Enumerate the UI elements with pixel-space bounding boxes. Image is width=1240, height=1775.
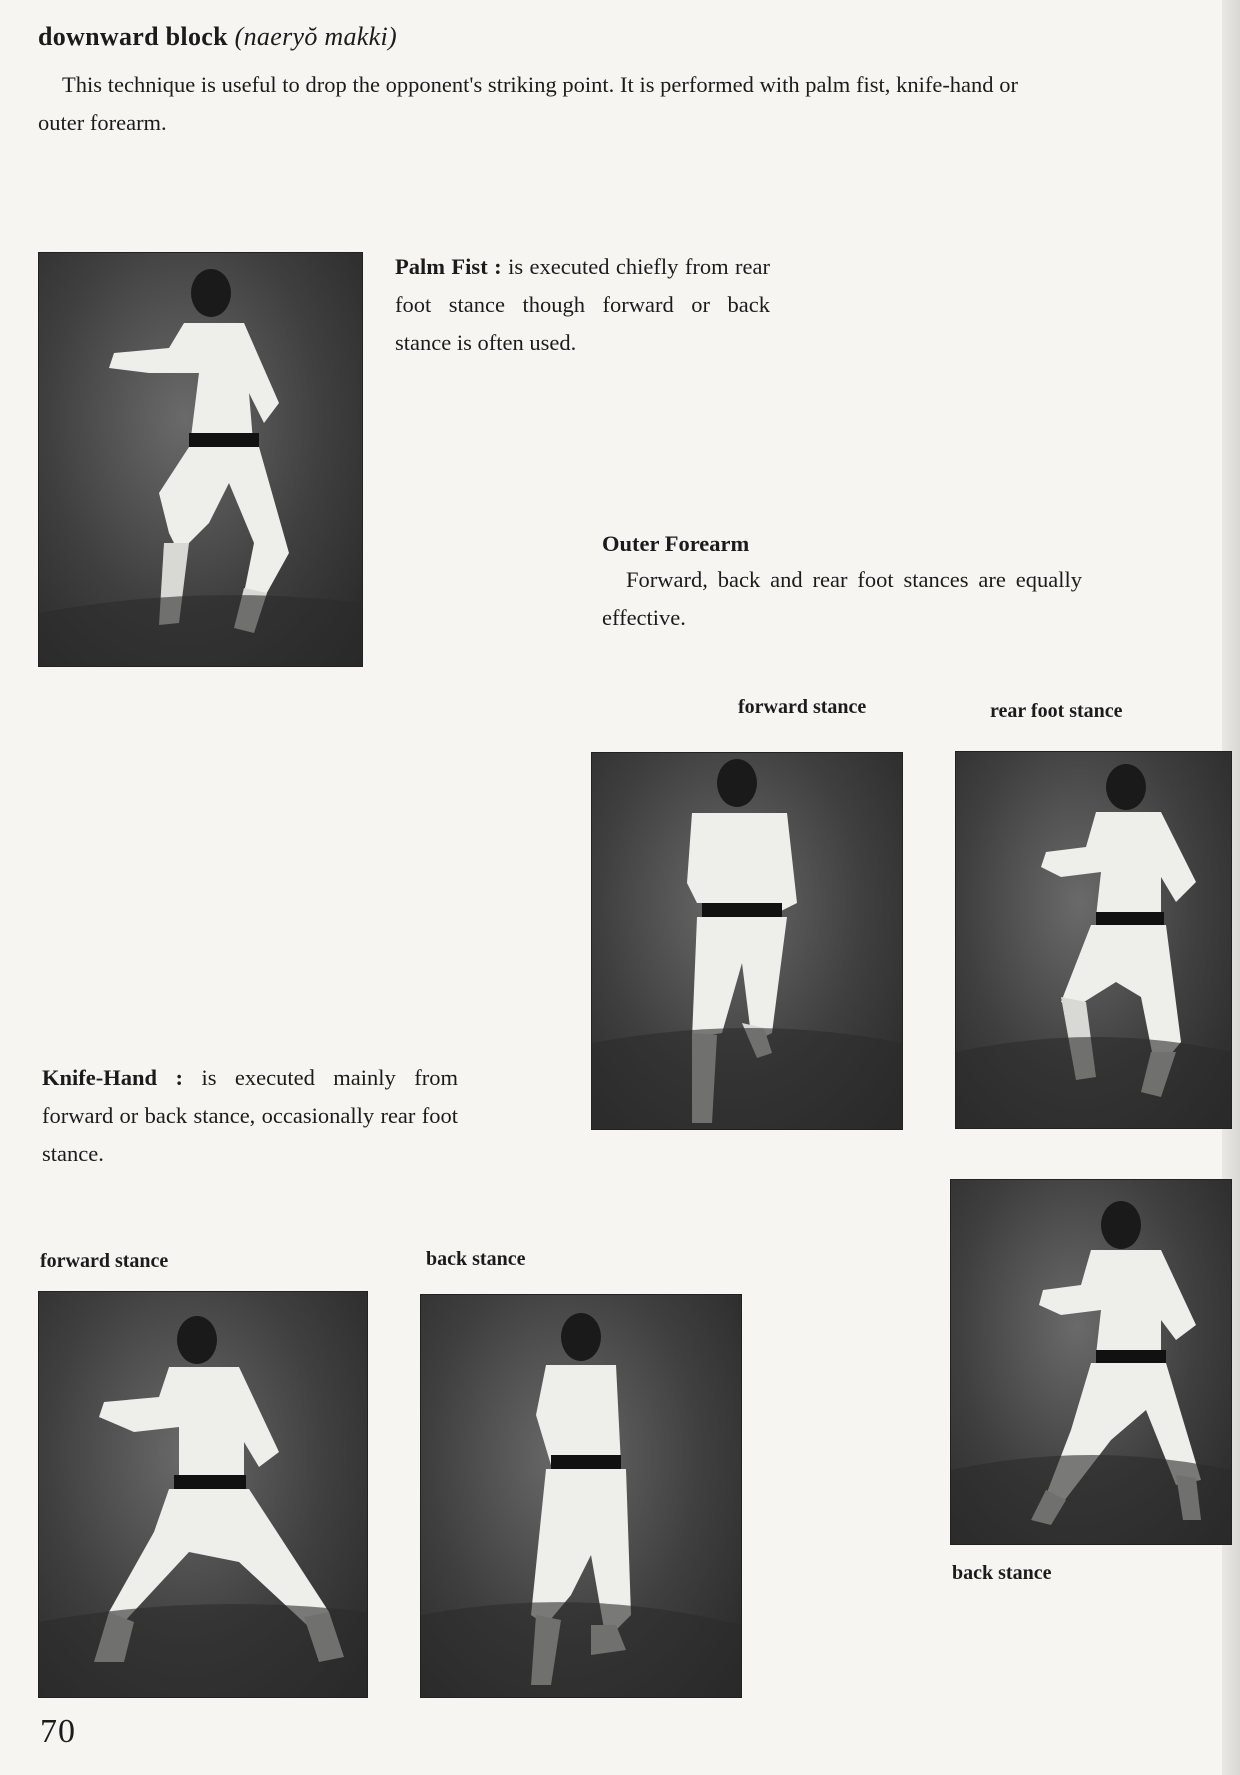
photo-outer-rear-foot-stance: [955, 751, 1232, 1129]
photo-palm-fist: [38, 252, 363, 667]
knife-hand-paragraph: [42, 1059, 458, 1173]
palm-fist-label: Palm Fist :: [395, 254, 502, 279]
figure-illustration: [39, 1292, 367, 1697]
caption-knife-back: back stance: [426, 1248, 526, 1270]
outer-forearm-label: [602, 525, 749, 563]
photo-knife-back-stance: [420, 1294, 742, 1698]
outer-forearm-text: Forward, back and rear foot stances are equally effective.: [602, 567, 1082, 630]
figure-illustration: [421, 1295, 741, 1697]
caption-outer-back: back stance: [952, 1562, 1052, 1584]
outer-forearm-label-text: Outer Forearm: [602, 531, 750, 556]
figure-illustration: [951, 1180, 1231, 1544]
section-heading: [38, 22, 397, 52]
knife-hand-text: is executed mainly from forward or back stance, occasionally rear foot stance.: [42, 1065, 458, 1166]
photo-outer-forward-stance: [591, 752, 903, 1130]
palm-fist-paragraph: [395, 248, 770, 362]
palm-fist-text: is executed chiefly from rear foot stance though forward or back stance is often used.: [395, 254, 770, 355]
page-number: 70: [40, 1713, 76, 1750]
figure-illustration: [39, 253, 362, 666]
section-title: downward block: [38, 22, 228, 51]
photo-knife-forward-stance: [38, 1291, 368, 1698]
caption-outer-rear-foot: rear foot stance: [990, 700, 1123, 722]
photo-outer-back-stance: [950, 1179, 1232, 1545]
caption-outer-forward: forward stance: [738, 696, 867, 718]
section-term: (naeryŏ makki): [234, 22, 397, 51]
figure-illustration: [592, 753, 902, 1129]
caption-knife-forward: forward stance: [40, 1250, 169, 1272]
knife-hand-label: Knife-Hand :: [42, 1065, 183, 1090]
figure-illustration: [956, 752, 1231, 1128]
intro-paragraph: This technique is useful to drop the opponent's striking point. It is performed with palm fist, knife-hand or outer forearm.: [38, 72, 1018, 135]
